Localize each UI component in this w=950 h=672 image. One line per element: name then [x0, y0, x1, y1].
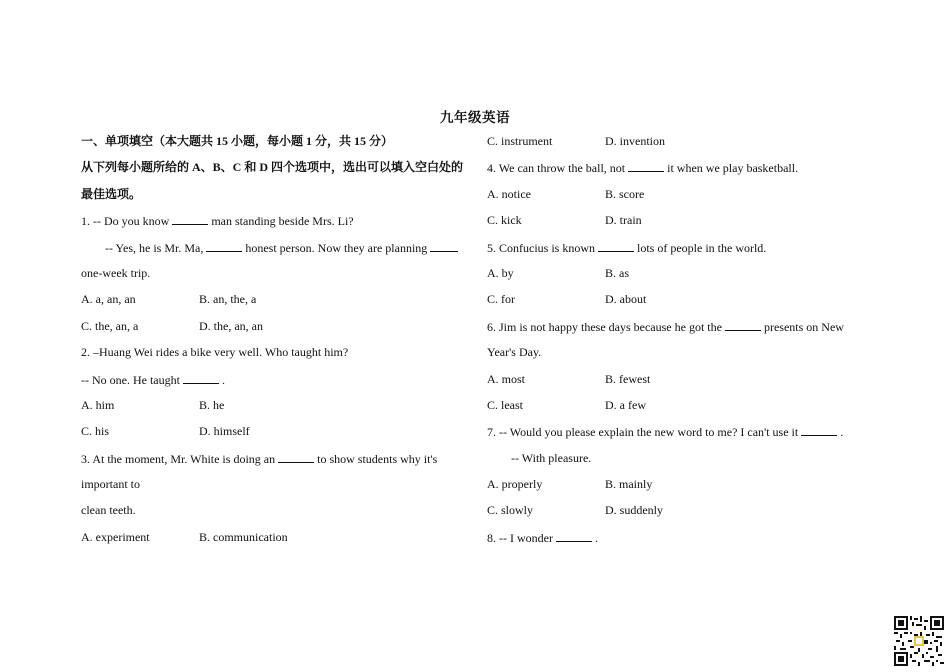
- option-c: C. least: [487, 397, 523, 412]
- question-8-line-1: 8. -- I wonder .: [487, 528, 867, 554]
- option-b: B. score: [605, 186, 645, 201]
- question-6-line-2: Year's Day.: [487, 345, 542, 360]
- question-2-options-cd: [81, 422, 467, 448]
- option-c: C. his: [81, 424, 110, 439]
- option-a: A. experiment: [81, 529, 150, 544]
- right-column: [487, 132, 867, 554]
- question-3-options-cd: [487, 132, 867, 158]
- option-a: A. notice: [487, 186, 531, 201]
- option-d: D. train: [605, 213, 642, 228]
- question-4-options-ab: [487, 185, 867, 211]
- question-1-options-ab: [81, 290, 467, 316]
- option-d: D. invention: [605, 134, 665, 148]
- option-b: B. communication: [199, 529, 288, 544]
- question-7-line-2: -- With pleasure.: [511, 450, 592, 465]
- option-a: A. him: [81, 397, 115, 412]
- question-6-line-1: 6. Jim is not happy these days because he got the presents on New: [487, 317, 867, 343]
- option-c: C. slowly: [487, 503, 534, 518]
- option-d: D. about: [605, 292, 647, 307]
- question-6-options-ab: [487, 370, 867, 396]
- left-column: [81, 132, 467, 554]
- question-5-line-1: 5. Confucius is known lots of people in the world.: [487, 238, 867, 264]
- option-b: B. fewest: [605, 371, 651, 386]
- answer-blank: [556, 528, 592, 542]
- question-3-line-3: clean teeth.: [81, 503, 136, 518]
- question-2-options-ab: [81, 396, 467, 422]
- option-b: B. as: [605, 265, 629, 280]
- answer-blank: [628, 158, 664, 172]
- instruction-line-2: 最佳选项。: [81, 186, 142, 201]
- question-1-line-3: one-week trip.: [81, 265, 151, 280]
- page-title: 九年级英语: [440, 110, 510, 125]
- option-d: D. himself: [199, 424, 250, 439]
- answer-blank: [598, 238, 634, 252]
- question-2-line-1: 2. –Huang Wei rides a bike very well. Who taught him?: [81, 345, 349, 360]
- answer-blank: [278, 449, 314, 463]
- option-c: C. instrument: [487, 134, 553, 148]
- section-heading: 一、单项填空（本大题共 15 小题，每小题 1 分，共 15 分）: [81, 134, 394, 148]
- question-1-options-cd: [81, 317, 467, 343]
- option-d: D. the, an, an: [199, 318, 263, 333]
- answer-blank: [801, 422, 837, 436]
- question-7-options-cd: [487, 501, 867, 527]
- question-1-line-2: -- Yes, he is Mr. Ma, honest person. Now they are planning: [81, 238, 467, 264]
- option-b: B. an, the, a: [199, 292, 257, 307]
- question-4-options-cd: [487, 211, 867, 237]
- answer-blank: [430, 238, 458, 252]
- question-3-line-1: 3. At the moment, Mr. White is doing an to show students why it's: [81, 449, 467, 475]
- option-d: D. suddenly: [605, 503, 663, 518]
- question-6-options-cd: [487, 396, 867, 422]
- option-b: B. mainly: [605, 477, 653, 492]
- answer-blank: [206, 238, 242, 252]
- question-1-line-1: 1. -- Do you know man standing beside Mrs. Li?: [81, 211, 467, 237]
- question-5-options-ab: [487, 264, 867, 290]
- option-a: A. by: [487, 265, 514, 280]
- option-c: C. kick: [487, 213, 522, 228]
- answer-blank: [172, 211, 208, 225]
- option-c: C. for: [487, 292, 515, 307]
- option-c: C. the, an, a: [81, 318, 139, 333]
- instruction-line-1: 从下列每小题所给的 A、B、C 和 D 四个选项中，选出可以填入空白处的: [81, 160, 464, 175]
- question-7-line-1: 7. -- Would you please explain the new word to me? I can't use it .: [487, 422, 867, 448]
- option-a: A. a, an, an: [81, 292, 136, 307]
- qr-code-icon: [894, 616, 944, 666]
- option-b: B. he: [199, 397, 225, 412]
- question-5-options-cd: [487, 290, 867, 316]
- question-7-options-ab: [487, 475, 867, 501]
- option-a: A. properly: [487, 477, 543, 492]
- option-a: A. most: [487, 371, 526, 386]
- answer-blank: [725, 317, 761, 331]
- answer-blank: [183, 370, 219, 384]
- question-3-options-ab: [81, 528, 467, 554]
- question-4-line-1: 4. We can throw the ball, not it when we play basketball.: [487, 158, 867, 184]
- option-d: D. a few: [605, 397, 646, 412]
- question-2-line-2: -- No one. He taught .: [81, 370, 467, 396]
- question-3-line-2: important to: [81, 477, 140, 492]
